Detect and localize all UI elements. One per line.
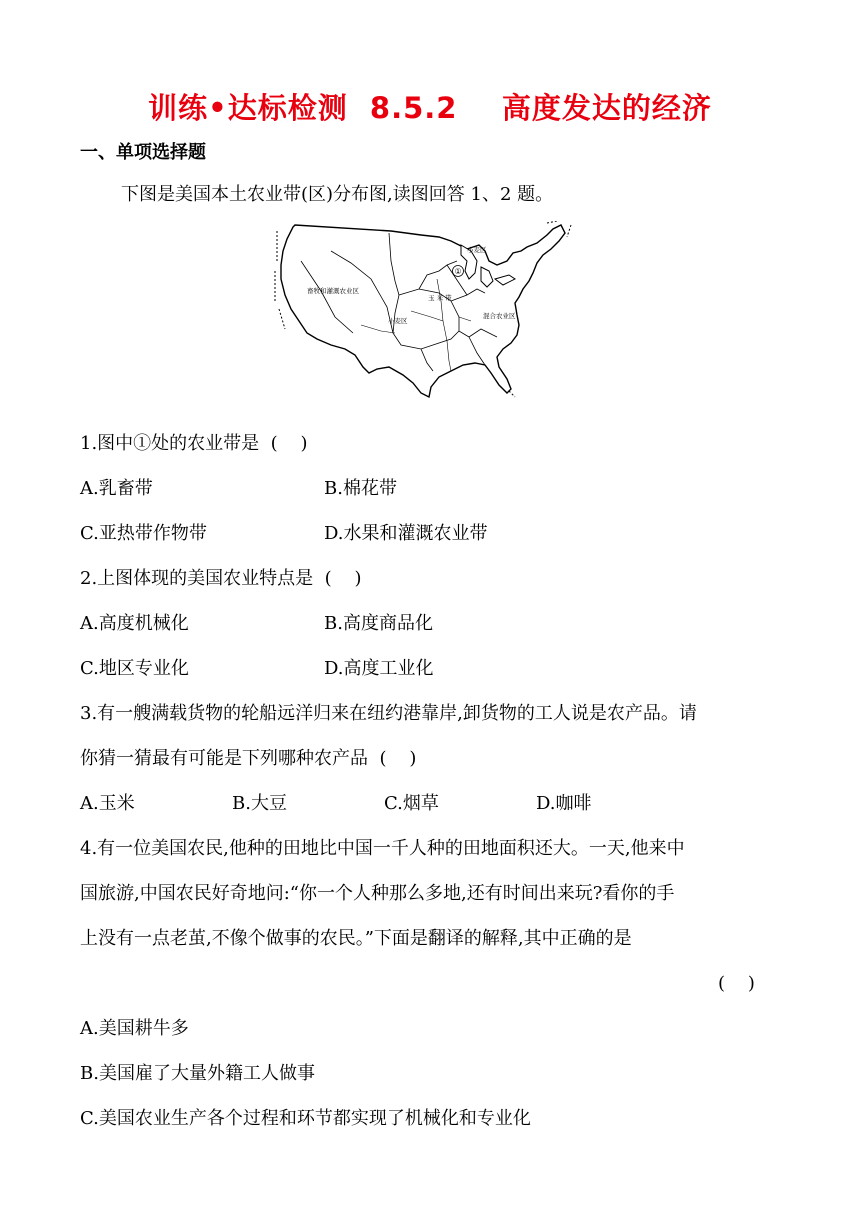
page-title: 训练•达标检测 8.5.2 高度发达的经济 [148, 91, 712, 125]
question-1-stem: 1.图中①处的农业带是 ( ) [80, 433, 308, 454]
river-lines [361, 279, 471, 371]
question-1-option-a: A.乳畜带 [80, 478, 153, 499]
question-3-option-d: D.咖啡 [536, 793, 592, 814]
question-4-option-a: A.美国耕牛多 [80, 1018, 189, 1039]
section-heading: 一、单项选择题 [80, 142, 206, 163]
question-2-option-b: B.高度商品化 [324, 613, 433, 634]
question-1-option-b: B.棉花带 [324, 478, 397, 499]
question-1-option-c: C.亚热带作物带 [80, 523, 207, 544]
label-wheat-north: 小麦区 [467, 246, 487, 254]
question-4-option-b: B.美国雇了大量外籍工人做事 [80, 1063, 315, 1084]
question-4-stem-line-1: 4.有一位美国农民,他种的田地比中国一千人种的田地面积还大。一天,他来中 [80, 838, 685, 859]
us-agriculture-map [271, 221, 589, 399]
question-3-option-a: A.玉米 [80, 793, 135, 814]
question-4-stem-line-3: 上没有一点老茧,不像个做事的农民。”下面是翻译的解释,其中正确的是 [80, 928, 632, 949]
question-2-option-a: A.高度机械化 [80, 613, 189, 634]
question-3-stem-line-2: 你猜一猜最有可能是下列哪种农产品 ( ) [80, 748, 417, 769]
label-mixed: 混合农业区 [483, 312, 516, 320]
question-2-option-d: D.高度工业化 [324, 658, 434, 679]
question-3-stem-line-1: 3.有一艘满载货物的轮船远洋归来在纽约港靠岸,卸货物的工人说是农产品。请 [80, 703, 697, 724]
question-4-stem-line-2: 国旅游,中国农民好奇地问:“你一个人种那么多地,还有时间出来玩?看你的手 [80, 883, 675, 904]
question-3-option-b: B.大豆 [232, 793, 287, 814]
label-grazing: 畜牧和灌溉农业区 [307, 287, 359, 295]
question-1-option-d: D.水果和灌溉农业带 [324, 523, 488, 544]
question-4-option-c: C.美国农业生产各个过程和环节都实现了机械化和专业化 [80, 1108, 531, 1129]
us-outline [281, 225, 565, 397]
question-3-option-c: C.烟草 [384, 793, 439, 814]
label-corn-belt: 玉 米 带 [428, 294, 452, 302]
question-2-option-c: C.地区专业化 [80, 658, 189, 679]
marker-label: ① [454, 267, 462, 276]
intro-text: 下图是美国本土农业带(区)分布图,读图回答 1、2 题。 [121, 184, 554, 205]
question-2-stem: 2.上图体现的美国农业特点是 ( ) [80, 568, 362, 589]
label-wheat-south: 小麦区 [388, 317, 408, 325]
question-4-answer-bracket: ( ) [718, 973, 755, 994]
